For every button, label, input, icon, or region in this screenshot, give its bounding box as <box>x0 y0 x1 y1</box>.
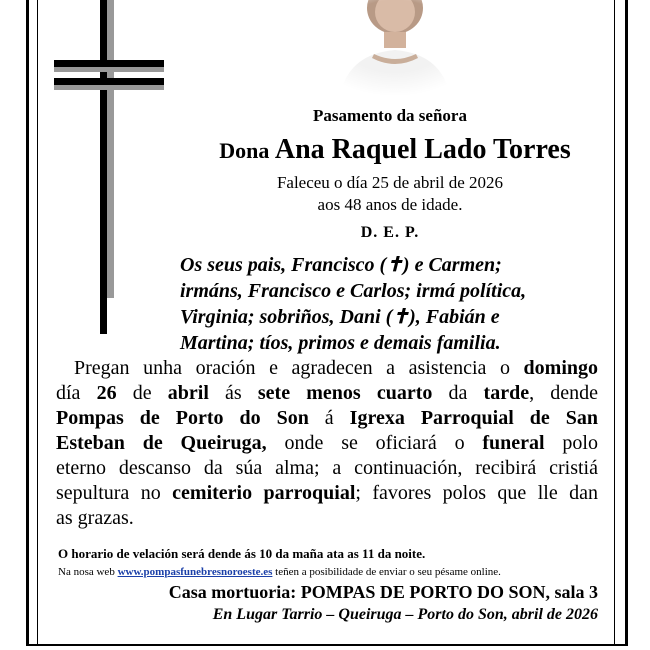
body-text: Pregan unha oración e agradecen a asistencia o <box>74 357 524 379</box>
intro-line: Pasamento da señora <box>313 106 467 125</box>
body-line <box>56 356 598 381</box>
body-bold: tarde <box>483 382 530 404</box>
body-text: sepultura no <box>56 482 173 504</box>
family-line: Martina; tíos, primos e demais familia. <box>180 332 501 354</box>
note-text: Na nosa web <box>58 566 118 578</box>
family-text: ) e Carmen; <box>402 254 502 276</box>
body-line <box>56 481 598 506</box>
body-text: de <box>116 382 168 404</box>
body-bold: Igrexa Parroquial de San <box>349 407 599 429</box>
body-line <box>56 431 598 456</box>
name-prefix: Dona <box>219 138 270 163</box>
body-bold: abril <box>167 382 209 404</box>
body-text: , dende <box>529 382 598 404</box>
funeral-paragraph <box>56 356 598 531</box>
body-text: polo <box>544 432 598 454</box>
portrait-photo <box>320 0 470 96</box>
body-text: ; favores polos que lle dan <box>355 482 599 504</box>
age-line: aos 48 anos de idade. <box>317 195 463 214</box>
body-bold: sete menos cuarto <box>257 382 433 404</box>
body-bold: Esteban de Queiruga, <box>56 432 267 454</box>
family-text: Virginia; sobriños, Dani ( <box>180 306 393 328</box>
family-line: irmáns, Francisco e Carlos; irmá política, <box>180 280 527 302</box>
body-bold: funeral <box>482 432 545 454</box>
note-text: teñen a posibilidade de enviar o seu pésame online. <box>272 566 501 578</box>
family-paragraph <box>180 252 598 356</box>
body-text: día <box>56 382 97 404</box>
body-line: as grazas. <box>56 507 134 529</box>
website-note <box>58 566 598 578</box>
website-link[interactable]: www.pompasfunebresnoroeste.es <box>117 566 273 578</box>
body-bold: 26 <box>96 382 117 404</box>
bottom-border <box>26 644 628 646</box>
body-text: ás <box>208 382 258 404</box>
cross-icon <box>50 0 170 338</box>
deceased-cross-icon: ✝ <box>392 306 410 328</box>
body-bold: domingo <box>523 357 598 379</box>
family-text: ), Fabián e <box>409 306 500 328</box>
dep-line: D. E. P. <box>360 224 420 241</box>
body-line <box>56 406 598 431</box>
family-text: Os seus pais, Francisco ( <box>180 254 387 276</box>
family-line <box>180 304 598 330</box>
death-date: Faleceu o día 25 de abril de 2026 <box>276 173 504 192</box>
body-bold: Pompas de Porto do Son <box>56 407 309 429</box>
body-line: eterno descanso da súa alma; a continuación, recibirá cristiá <box>56 457 598 479</box>
family-line <box>180 252 598 278</box>
body-bold: cemiterio parroquial <box>172 482 356 504</box>
body-text: da <box>432 382 484 404</box>
death-info <box>200 172 580 216</box>
deceased-cross-icon: ✝ <box>386 254 403 276</box>
body-text: á <box>308 407 350 429</box>
body-line <box>56 381 598 406</box>
wake-hours-note: O horario de velación será dende ás 10 da maña ata as 11 da noite. <box>58 546 426 561</box>
full-name: Ana Raquel Lado Torres <box>274 134 571 165</box>
deceased-name <box>180 134 610 166</box>
body-text: onde se oficiará o <box>266 432 483 454</box>
funeral-home-line: Casa mortuoria: POMPAS DE PORTO DO SON, sala 3 <box>168 582 598 602</box>
place-date-line: En Lugar Tarrio – Queiruga – Porto do Son, abril de 2026 <box>212 606 598 623</box>
